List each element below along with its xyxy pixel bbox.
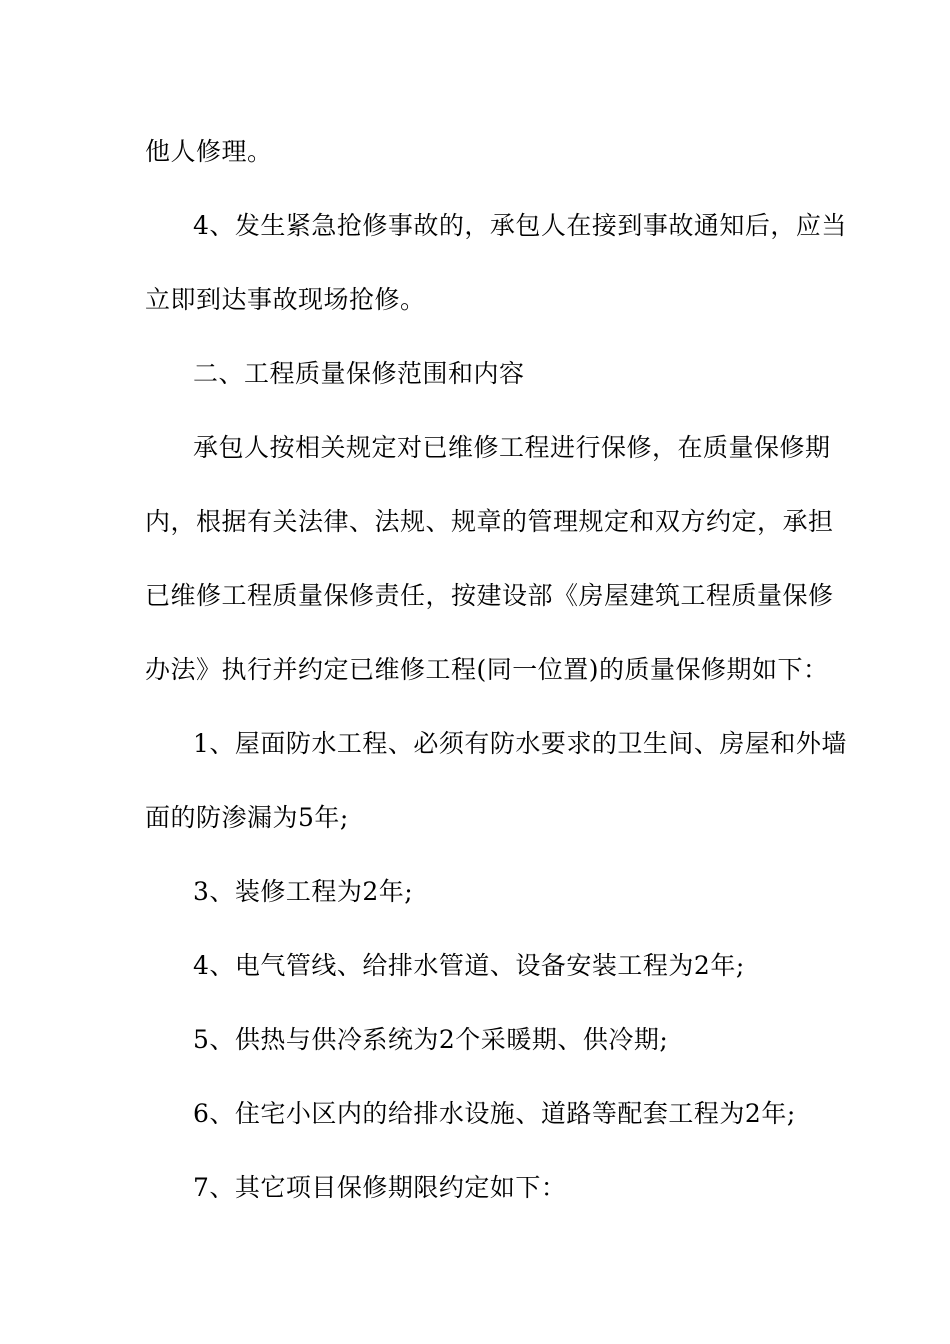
list-item: 6、住宅小区内的给排水设施、道路等配套工程为2年; — [193, 1099, 796, 1128]
paragraph-line: 内，根据有关法律、法规、规章的管理规定和双方约定，承担 — [145, 507, 834, 536]
list-item: 7、其它项目保修期限约定如下： — [193, 1173, 567, 1202]
paragraph-line: 他人修理。 — [145, 137, 273, 166]
paragraph-line: 4、发生紧急抢修事故的，承包人在接到事故通知后，应当 — [193, 211, 847, 240]
list-item: 5、供热与供冷系统为2个采暖期、供冷期; — [193, 1025, 669, 1054]
paragraph-line: 已维修工程质量保修责任，按建设部《房屋建筑工程质量保修 — [145, 581, 834, 610]
section-heading: 二、工程质量保修范围和内容 — [193, 359, 525, 388]
list-item: 1、屋面防水工程、必须有防水要求的卫生间、房屋和外墙 — [193, 729, 847, 758]
paragraph-line: 办法》执行并约定已维修工程(同一位置)的质量保修期如下： — [145, 655, 829, 684]
list-item: 3、装修工程为2年; — [193, 877, 414, 906]
list-item: 4、电气管线、给排水管道、设备安装工程为2年; — [193, 951, 745, 980]
paragraph-line: 承包人按相关规定对已维修工程进行保修，在质量保修期 — [193, 433, 831, 462]
paragraph-line: 立即到达事故现场抢修。 — [145, 285, 426, 314]
list-item-continuation: 面的防渗漏为5年; — [145, 803, 349, 832]
